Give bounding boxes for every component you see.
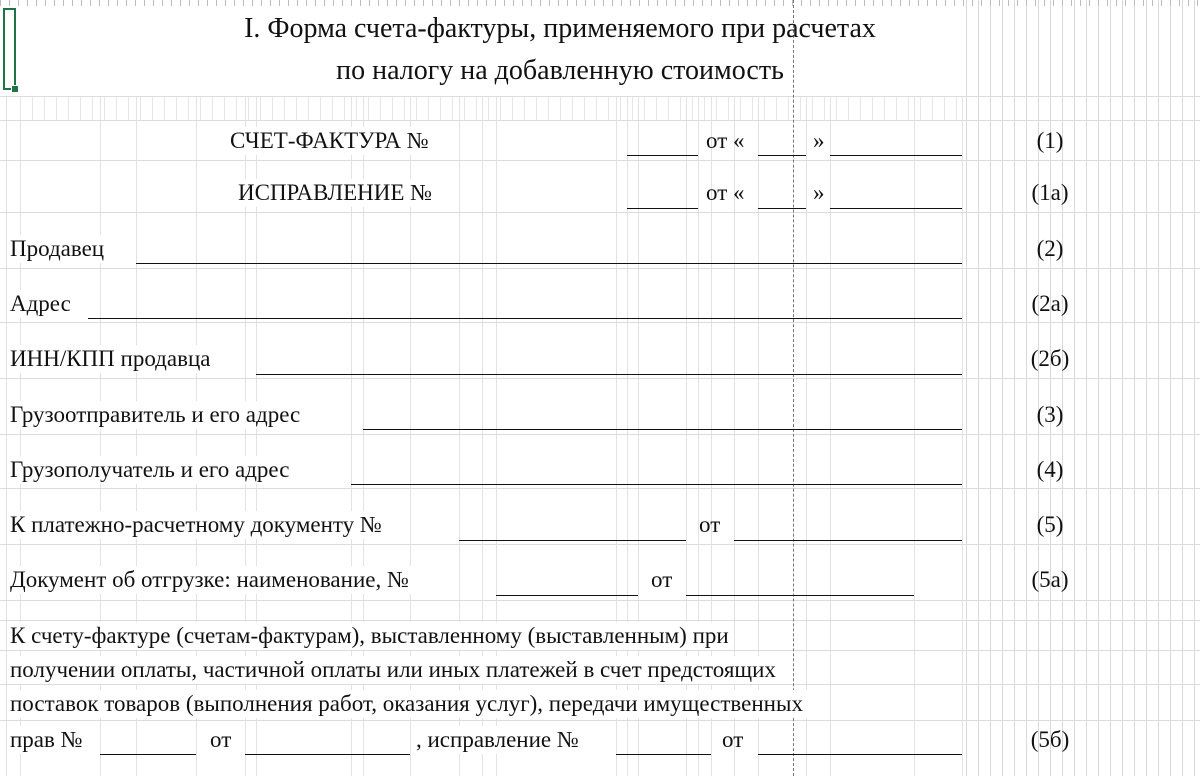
seller-field[interactable]	[136, 263, 962, 264]
advance-line2: получении оплаты, частичной оплаты или иных платежей в счет предстоящих	[10, 656, 780, 684]
consignee-code: (4)	[1036, 457, 1064, 482]
consignee-field[interactable]	[351, 484, 962, 485]
page-break-line	[793, 0, 794, 776]
invoice-label: СЧЕТ-ФАКТУРА №	[230, 127, 433, 155]
correction-day-field[interactable]	[758, 208, 806, 209]
invoice-month-year-field[interactable]	[830, 155, 962, 156]
shipper-field[interactable]	[363, 429, 962, 430]
form-title-line1: I. Форма счета-фактуры, применяемого при расчетах	[244, 13, 876, 44]
consignee-label: Грузополучатель и его адрес	[10, 456, 293, 484]
form-title-line2: по налогу на добавленную стоимость	[336, 55, 784, 86]
inn-kpp-label: ИНН/КПП продавца	[10, 345, 214, 373]
shipper-label: Грузоотправитель и его адрес	[10, 401, 304, 429]
invoice-day-field[interactable]	[758, 155, 806, 156]
payment-doc-code: (5)	[1036, 512, 1064, 537]
correction-close-quote: »	[813, 180, 825, 205]
shipment-doc-from: от	[651, 567, 673, 592]
correction-month-year-field[interactable]	[830, 208, 962, 209]
advance-correction-date-field[interactable]	[758, 754, 962, 755]
advance-correction-number-field[interactable]	[616, 754, 711, 755]
shipment-doc-label: Документ об отгрузке: наименование, №	[10, 566, 413, 594]
advance-number-field[interactable]	[100, 754, 196, 755]
advance-from2: от	[722, 727, 744, 752]
column-header-edge	[0, 0, 1200, 6]
invoice-code: (1)	[1036, 128, 1064, 153]
shipper-code: (3)	[1036, 402, 1064, 427]
invoice-close-quote: »	[813, 128, 825, 153]
advance-from1: от	[210, 727, 232, 752]
advance-correction-label: , исправление №	[416, 726, 583, 754]
payment-doc-date-field[interactable]	[734, 540, 962, 541]
seller-code: (2)	[1036, 236, 1064, 261]
advance-rights-label: прав №	[10, 726, 87, 754]
advance-line1: К счету-фактуре (счетам-фактурам), выставленному (выставленным) при	[10, 622, 733, 650]
shipment-doc-date-field[interactable]	[686, 595, 914, 596]
advance-line3: поставок товаров (выполнения работ, оказания услуг), передачи имущественных	[10, 690, 807, 718]
payment-doc-number-field[interactable]	[459, 540, 686, 541]
address-field[interactable]	[88, 318, 962, 319]
invoice-number-field[interactable]	[627, 155, 698, 156]
invoice-from: от «	[706, 128, 745, 153]
correction-code: (1а)	[1031, 180, 1069, 205]
address-label: Адрес	[10, 290, 75, 318]
inn-kpp-code: (2б)	[1030, 346, 1070, 371]
seller-label: Продавец	[10, 235, 108, 263]
advance-code: (5б)	[1030, 727, 1070, 752]
inn-kpp-field[interactable]	[256, 374, 962, 375]
shipment-doc-code: (5а)	[1031, 567, 1069, 592]
correction-number-field[interactable]	[627, 208, 698, 209]
payment-doc-label: К платежно-расчетному документу №	[10, 511, 386, 539]
selected-cell[interactable]	[3, 8, 16, 90]
payment-doc-from: от	[699, 512, 721, 537]
correction-label: ИСПРАВЛЕНИЕ №	[238, 179, 436, 207]
advance-date-field[interactable]	[245, 754, 410, 755]
shipment-doc-number-field[interactable]	[496, 595, 638, 596]
correction-from: от «	[706, 180, 745, 205]
address-code: (2а)	[1031, 291, 1069, 316]
